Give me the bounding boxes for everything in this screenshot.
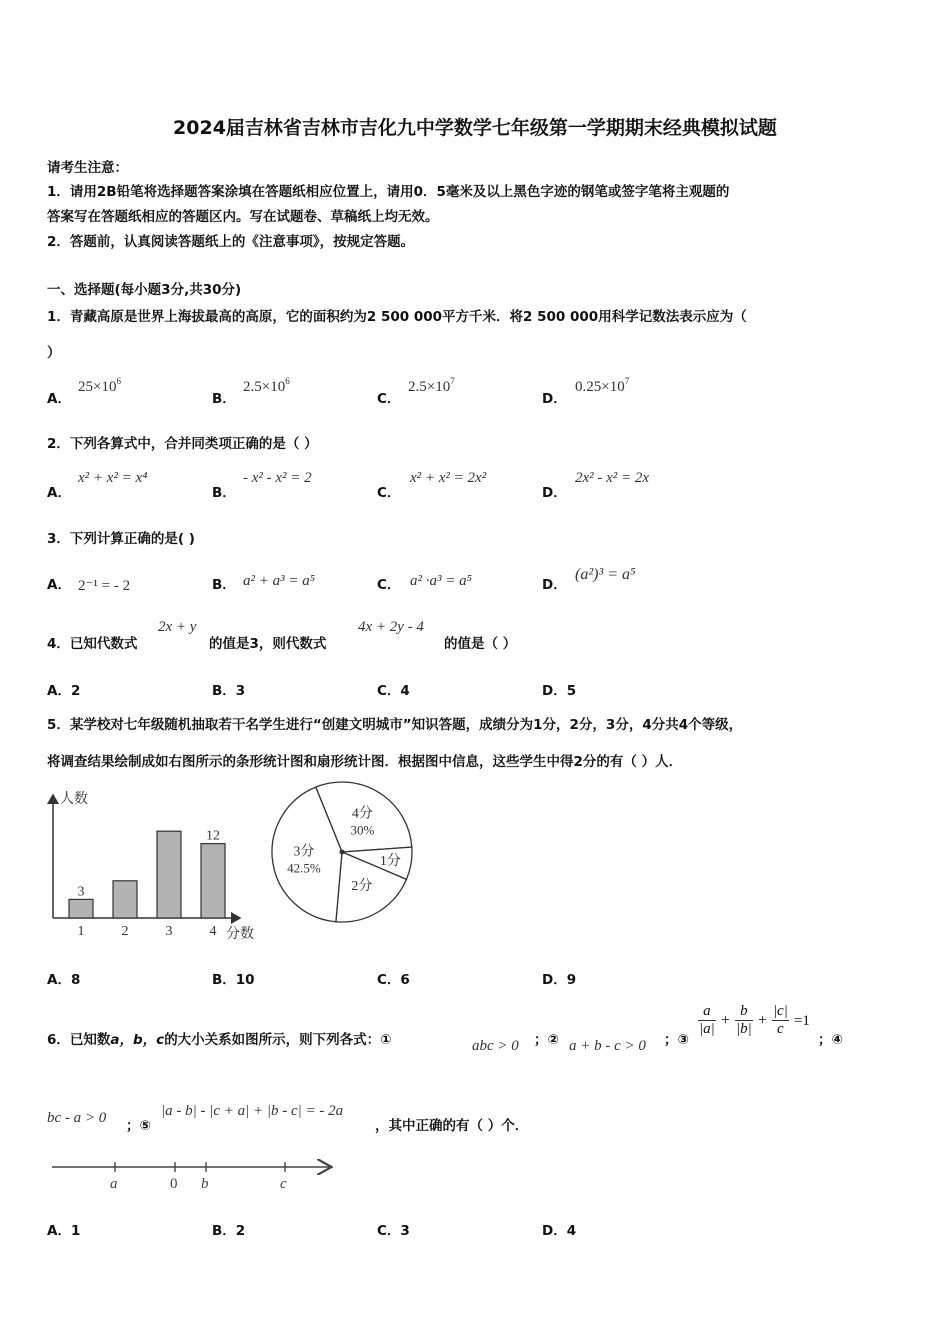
section-heading: 一、选择题(每小题3分,共30分) (47, 282, 242, 298)
q5-option-b: B．10 (212, 972, 255, 988)
pie-pct-1: 30% (350, 822, 375, 838)
label-b: b (201, 1176, 209, 1192)
q5-option-d: D．9 (542, 972, 577, 988)
q6-option-c: C．3 (377, 1223, 410, 1239)
y-axis-label: 人数 (60, 792, 88, 807)
q3-label-b: B． (212, 577, 236, 593)
tick-label-1: 1 (77, 924, 85, 939)
q4-option-c: C．4 (377, 683, 410, 699)
q6-sep-4: ；⑤ (126, 1118, 151, 1134)
q4-option-b: B．3 (212, 683, 246, 699)
q1-option-a: $25\times 10^6$ (78, 376, 121, 395)
q4-stem-a: 4．已知代数式 (47, 636, 138, 652)
q6-expr-3: $\frac{a}{|a|}$ + $\frac{b}{|b|}$ + $\frac{|c|}{c}$ =1 (699, 1003, 810, 1037)
q6-option-b: B．2 (212, 1223, 246, 1239)
q3-option-d: (a²)³ = a⁵ (575, 566, 636, 583)
q6-expr-5: |a - b| - |c + a| + |b - c| = - 2a (161, 1103, 344, 1119)
notice-line-1: 1．请用2B铅笔将选择题答案涂填在答题纸相应位置上，请用0．5毫米及以上黑色字迹的钢笔或签字笔将主观题的 (47, 184, 730, 200)
q2-label-a: A． (47, 485, 71, 501)
bar-2 (113, 881, 137, 918)
bar-3 (157, 831, 181, 918)
q5-stem-2: 将调查结果绘制成如右图所示的条形统计图和扇形统计图．根据图中信息，这些学生中得2分的有（ ）人． (47, 754, 683, 770)
q4-option-d: D．5 (542, 683, 577, 699)
q2-option-b: - x² - x² = 2 (243, 470, 312, 486)
data-label-1: 3 (77, 884, 85, 900)
bar-4 (201, 844, 225, 918)
pie-chart (268, 778, 418, 928)
q2-option-d: 2x² - x² = 2x (575, 470, 650, 486)
q3-option-b: a² + a³ = a⁵ (243, 573, 315, 589)
q1-option-d: $0.25\times 10^7$ (575, 376, 630, 395)
q6-option-a: A．1 (47, 1223, 81, 1239)
q2-stem: 2．下列各算式中，合并同类项正确的是（ ） (47, 436, 318, 452)
q2-option-a: x² + x² = x⁴ (78, 470, 148, 486)
bar-1 (69, 899, 93, 918)
label-a: a (110, 1176, 118, 1192)
q2-label-b: B． (212, 485, 236, 501)
q4-option-a: A．2 (47, 683, 81, 699)
q6-tail: ，其中正确的有（ ）个． (375, 1118, 529, 1134)
q1-stem-end: ） (47, 345, 61, 361)
tick-label-3: 3 (165, 924, 173, 939)
q6-stem-a: 6．已知数a，b，c的大小关系如图所示，则下列各式：① (47, 1032, 392, 1048)
q1-label-b: B． (212, 391, 236, 407)
q2-option-c: x² + x² = 2x² (410, 470, 487, 486)
notice-line-2: 2．答题前，认真阅读答题纸上的《注意事项》，按规定答题。 (47, 234, 415, 250)
q6-sep-1: ；② (534, 1032, 559, 1048)
tick-label-4: 4 (209, 924, 217, 939)
q4-stem-c: 的值是（ ） (444, 636, 517, 652)
q4-expr-1: 2x + y (158, 619, 197, 635)
q3-option-a: 2⁻¹ = - 2 (78, 578, 131, 594)
bar-chart (40, 785, 270, 945)
pie-label-2: 1分 (379, 854, 401, 870)
tick-label-2: 2 (121, 924, 129, 939)
data-label-4: 12 (206, 828, 220, 844)
page-title: 2024届吉林省吉林市吉化九中学数学七年级第一学期期末经典模拟试题 (173, 117, 777, 139)
q4-expr-2: 4x + 2y - 4 (358, 619, 424, 635)
q2-label-d: D． (542, 485, 567, 501)
q6-option-d: D．4 (542, 1223, 577, 1239)
label-c: c (280, 1176, 287, 1192)
q1-option-b: $2.5\times 10^6$ (243, 376, 290, 395)
pie-label-3: 2分 (351, 879, 373, 895)
q1-label-a: A． (47, 391, 71, 407)
q6-expr-1: abc > 0 (472, 1038, 519, 1054)
x-axis-label: 分数 (226, 927, 254, 942)
q1-option-c: $2.5\times 10^7$ (408, 376, 455, 395)
notice-heading: 请考生注意： (47, 160, 128, 176)
q1-label-d: D． (542, 391, 567, 407)
q6-expr-2: a + b - c > 0 (569, 1038, 646, 1054)
q3-stem: 3．下列计算正确的是( ) (47, 531, 195, 547)
pie-label-4: 3分 (293, 844, 315, 860)
q1-label-c: C． (377, 391, 401, 407)
q3-label-d: D． (542, 577, 567, 593)
q6-sep-2: ；③ (664, 1032, 689, 1048)
number-line (50, 1155, 340, 1195)
q3-label-a: A． (47, 577, 71, 593)
q2-label-c: C． (377, 485, 401, 501)
q3-option-c: a² ·a³ = a⁵ (410, 573, 472, 589)
q6-sep-3: ；④ (818, 1032, 843, 1048)
q5-stem-1: 5．某学校对七年级随机抽取若干名学生进行“创建文明城市”知识答题，成绩分为1分，2分，3分，4分共4个等级， (47, 717, 743, 733)
pie-label-1: 4分 (351, 806, 373, 822)
q5-option-c: C．6 (377, 972, 410, 988)
notice-line-1b: 答案写在答题纸相应的答题区内。写在试题卷、草稿纸上均无效。 (47, 209, 439, 225)
q5-option-a: A．8 (47, 972, 81, 988)
pie-pct-4: 42.5% (287, 860, 321, 876)
pie-center (340, 850, 345, 855)
q3-label-c: C． (377, 577, 401, 593)
label-0: 0 (170, 1176, 178, 1192)
q4-stem-b: 的值是3，则代数式 (209, 636, 327, 652)
q6-expr-4: bc - a > 0 (47, 1110, 107, 1126)
q6-vars: a，b，c (110, 1032, 165, 1048)
q1-stem: 1．青藏高原是世界上海拔最高的高原，它的面积约为2 500 000平方千米．将2 500 000用科学记数法表示应为（ (47, 309, 747, 325)
